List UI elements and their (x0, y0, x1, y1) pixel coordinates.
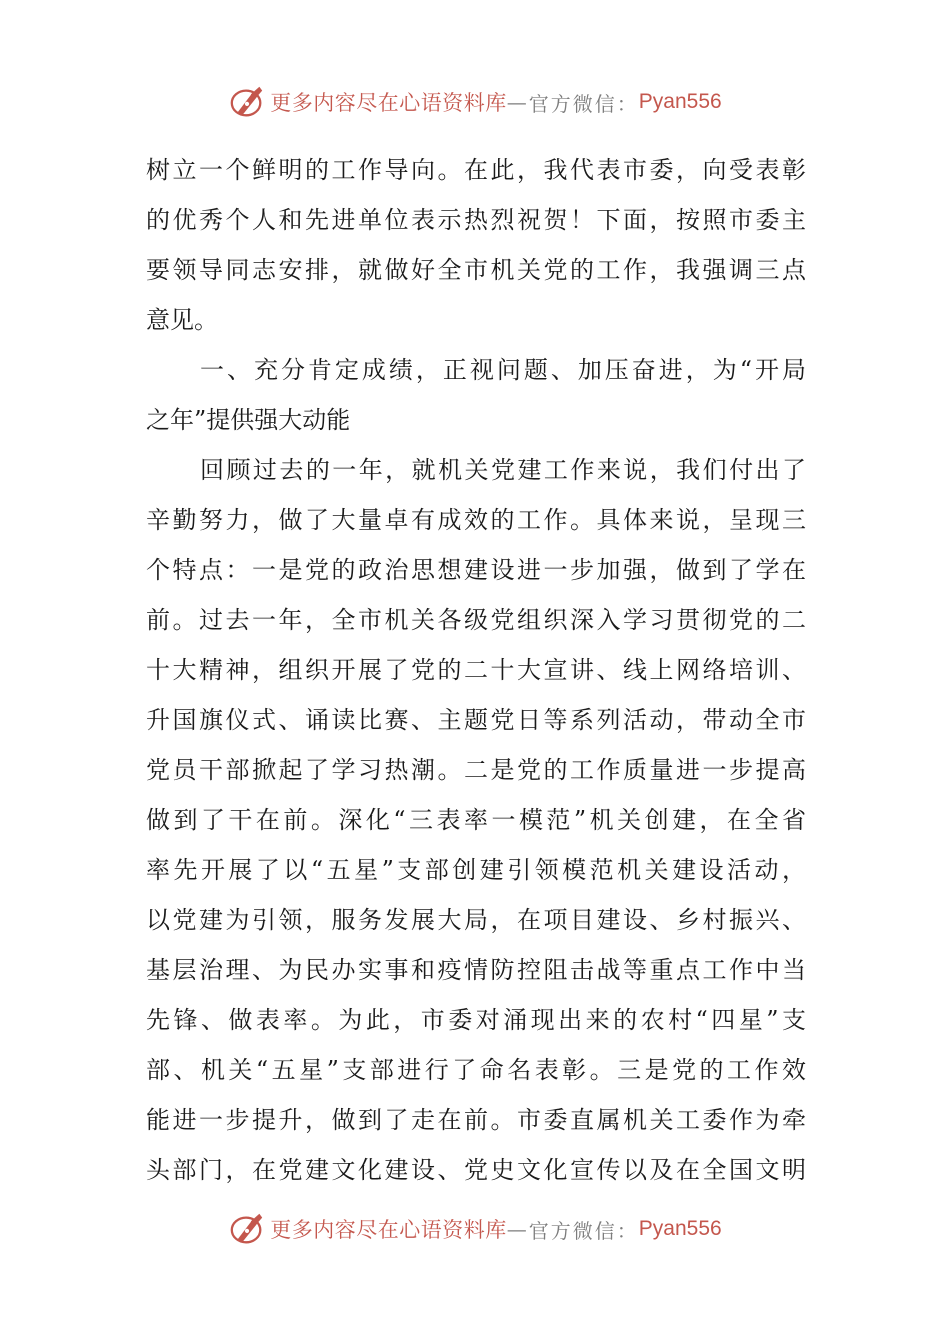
body-line: 做到了干在前。深化“三表率一模范”机关创建，在全省 (146, 806, 806, 834)
body-line: 党员干部掀起了学习热潮。二是党的工作质量进一步提高 (146, 756, 806, 784)
body-line: 前。过去一年，全市机关各级党组织深入学习贯彻党的二 (146, 606, 806, 634)
banner-dash: — (506, 1217, 529, 1241)
body-line: 要领导同志安排，就做好全市机关党的工作，我强调三点 (146, 256, 806, 284)
body-line: 头部门，在党建文化建设、党史文化宣传以及在全国文明 (146, 1156, 806, 1184)
body-line: 部、机关“五星”支部进行了命名表彰。三是党的工作效 (146, 1056, 806, 1084)
body-line: 树立一个鲜明的工作导向。在此，我代表市委，向受表彰 (146, 156, 806, 184)
banner-dash: — (506, 90, 529, 114)
body-line: 个特点：一是党的政治思想建设进一步加强，做到了学在 (146, 556, 806, 584)
section-heading-line: 一、充分肯定成绩，正视问题、加压奋进，为“开局 (200, 356, 806, 384)
body-line: 能进一步提升，做到了走在前。市委直属机关工委作为牵 (146, 1106, 806, 1134)
body-line: 辛勤努力，做了大量卓有成效的工作。具体来说，呈现三 (146, 506, 806, 534)
wechat-label: 官方微信： (528, 91, 639, 116)
body-line: 率先开展了以“五星”支部创建引领模范机关建设活动， (146, 856, 806, 884)
site-name: 更多内容尽在心语资料库 (270, 1218, 507, 1242)
body-line: 的优秀个人和先进单位表示热烈祝贺！下面，按照市委主 (146, 206, 806, 234)
body-line: 以党建为引领，服务发展大局，在项目建设、乡村振兴、 (146, 906, 806, 934)
body-line: 意见。 (146, 306, 218, 334)
body-line: 升国旗仪式、诵读比赛、主题党日等系列活动，带动全市 (146, 706, 806, 734)
footer-watermark-banner (0, 1209, 950, 1249)
section-heading-line: 之年”提供强大动能 (146, 406, 351, 434)
wechat-id: Pyan556 (638, 90, 722, 113)
body-line: 回顾过去的一年，就机关党建工作来说，我们付出了 (200, 456, 806, 484)
pen-nib-icon (228, 83, 266, 121)
body-line: 先锋、做表率。为此，市委对涌现出来的农村“四星”支 (146, 1006, 806, 1034)
body-line: 基层治理、为民办实事和疫情防控阻击战等重点工作中当 (146, 956, 806, 984)
document-body (146, 145, 806, 1195)
header-watermark-banner (0, 82, 950, 122)
pen-nib-icon (228, 1210, 266, 1248)
site-name: 更多内容尽在心语资料库 (270, 91, 507, 115)
wechat-label: 官方微信： (528, 1218, 639, 1243)
body-line: 十大精神，组织开展了党的二十大宣讲、线上网络培训、 (146, 656, 806, 684)
wechat-id: Pyan556 (638, 1217, 722, 1240)
